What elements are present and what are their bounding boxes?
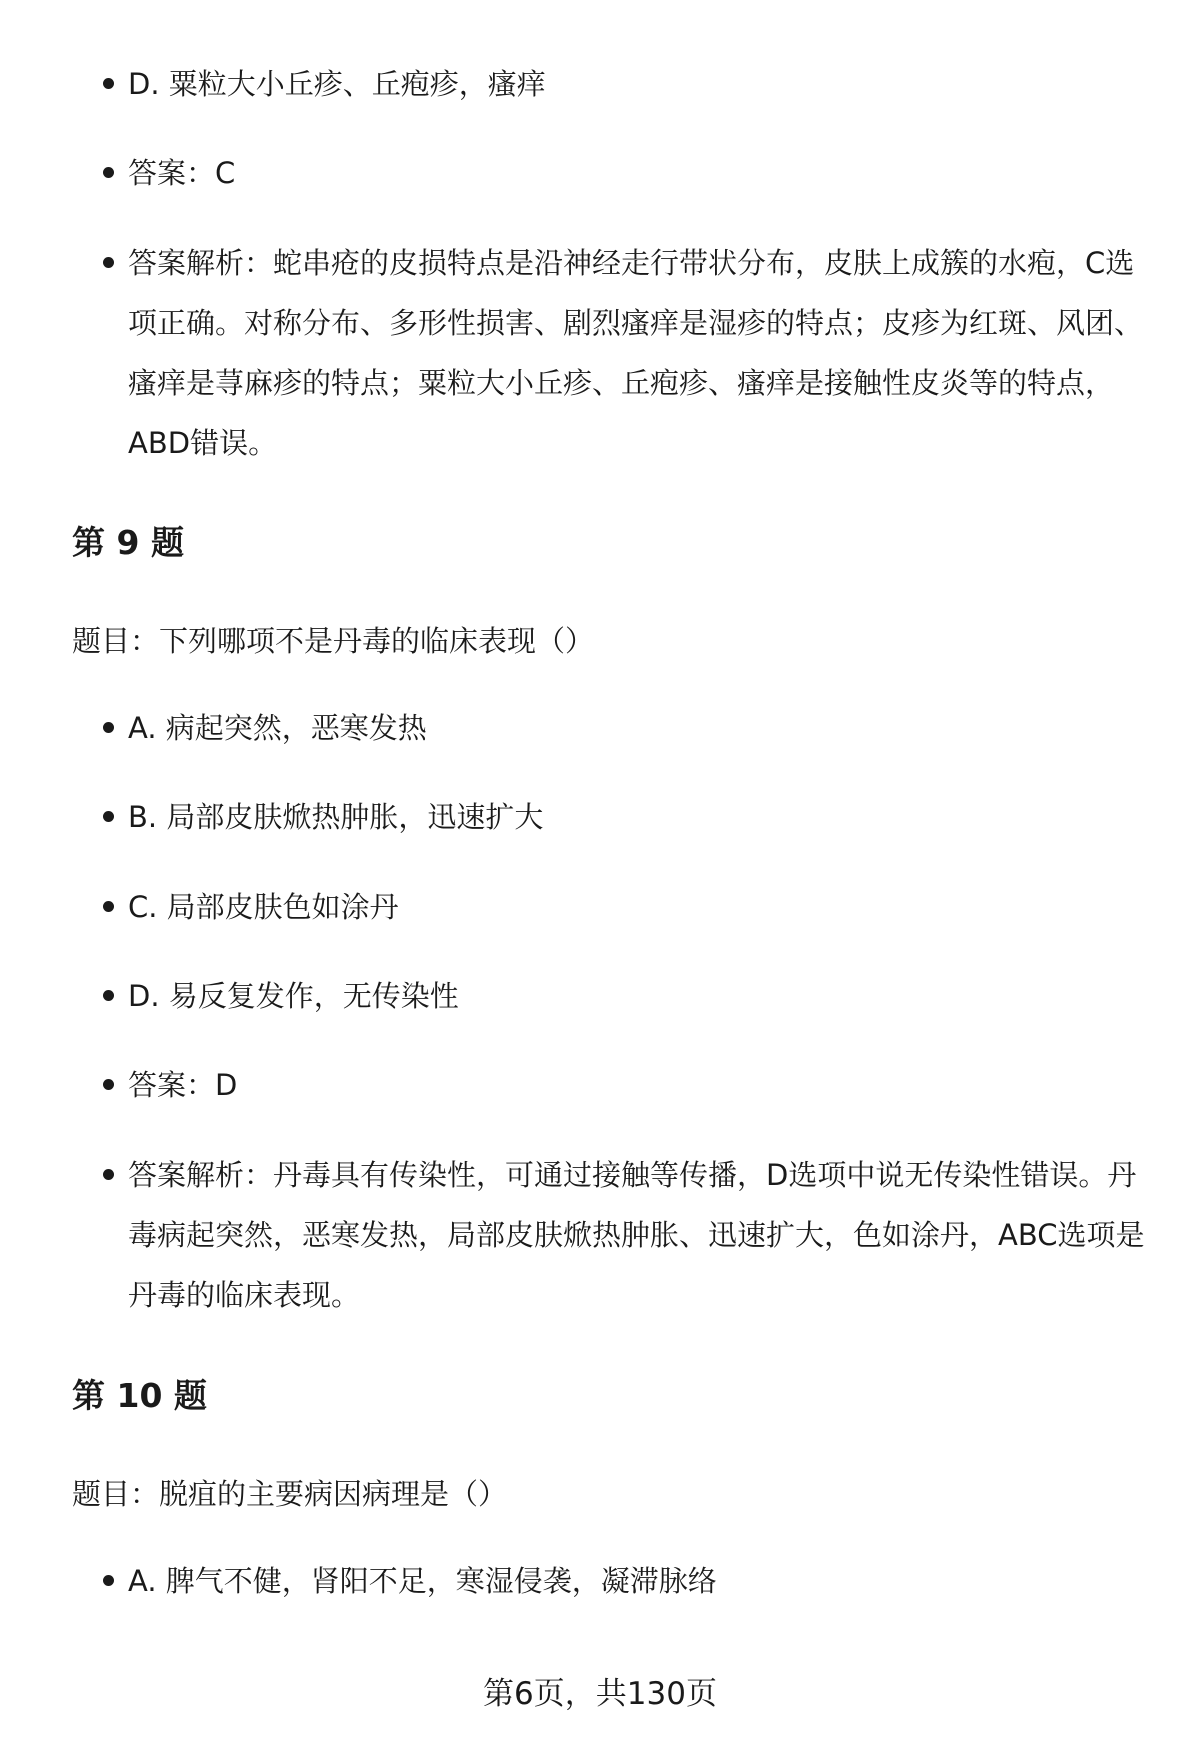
q9-option-d: D. 易反复发作，无传染性 bbox=[128, 966, 1148, 1026]
q9-explanation: 答案解析：丹毒具有传染性，可通过接触等传播，D选项中说无传染性错误。丹毒病起突然，恶寒发热，局部皮肤焮热肿胀、迅速扩大，色如涂丹，ABC选项是丹毒的临床表现。 bbox=[128, 1145, 1148, 1325]
q9-question: 题目：下列哪项不是丹毒的临床表现（） bbox=[72, 624, 595, 658]
q10-option-a: A. 脾气不健，肾阳不足，寒湿侵袭，凝滞脉络 bbox=[128, 1551, 1148, 1611]
q10-heading: 第 10 题 bbox=[72, 1376, 207, 1415]
q8-option-d: D. 粟粒大小丘疹、丘疱疹，瘙痒 bbox=[128, 54, 1148, 114]
page-indicator: 第6页，共130页 bbox=[483, 1676, 717, 1712]
q9-option-c: C. 局部皮肤色如涂丹 bbox=[128, 877, 1148, 937]
q8-answer: 答案：C bbox=[128, 143, 1148, 203]
q10-question: 题目：脱疽的主要病因病理是（） bbox=[72, 1477, 508, 1511]
q9-option-a: A. 病起突然，恶寒发热 bbox=[128, 698, 1148, 758]
q8-explanation: 答案解析：蛇串疮的皮损特点是沿神经走行带状分布，皮肤上成簇的水疱，C选项正确。对称分布、多形性损害、剧烈瘙痒是湿疹的特点；皮疹为红斑、风团、瘙痒是荨麻疹的特点；粟粒大小丘疹、丘疱疹、瘙痒是接触性皮炎等的特点，ABD错误。 bbox=[128, 233, 1148, 473]
q9-answer: 答案：D bbox=[128, 1055, 1148, 1115]
q9-heading: 第 9 题 bbox=[72, 523, 184, 562]
q9-option-b: B. 局部皮肤焮热肿胀，迅速扩大 bbox=[128, 787, 1148, 847]
